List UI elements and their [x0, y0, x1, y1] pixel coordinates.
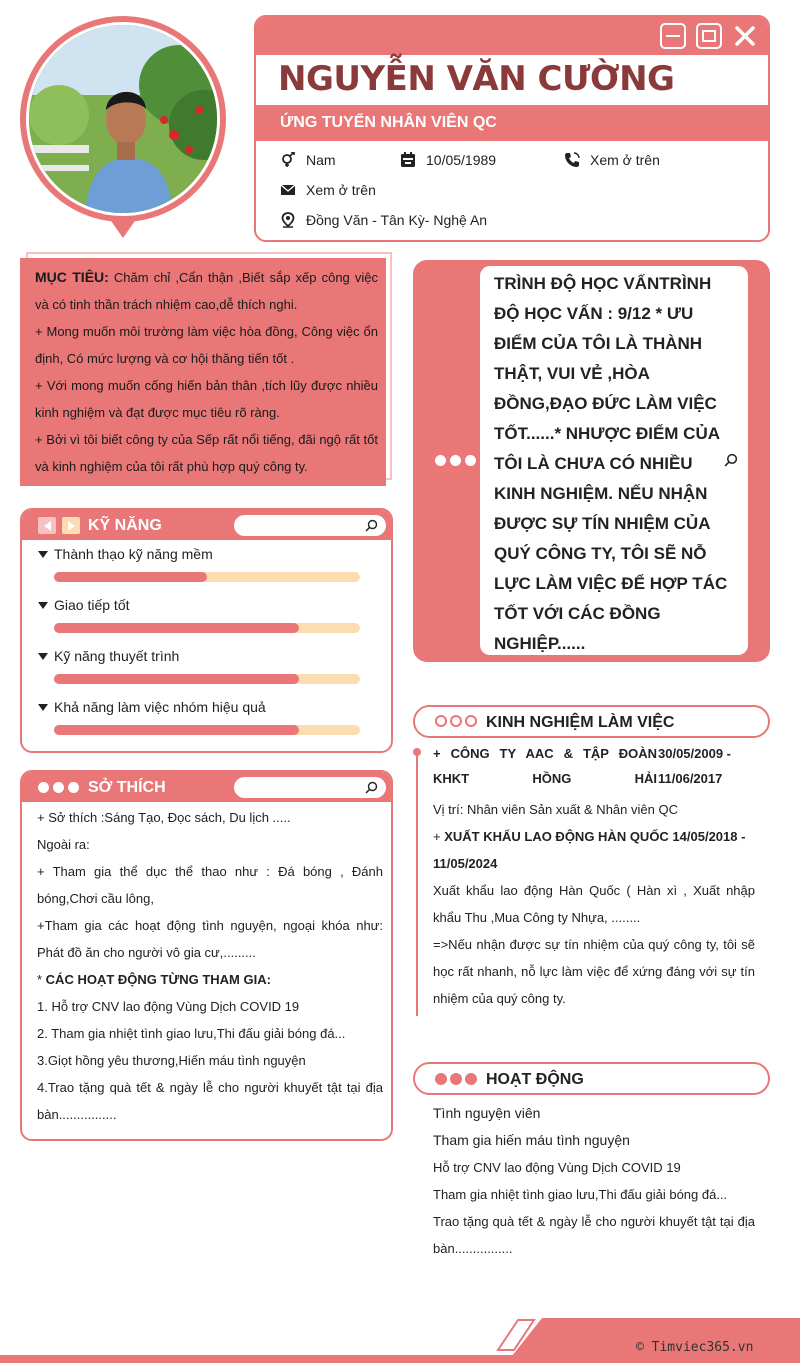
full-name: NGUYỄN VĂN CƯỜNG: [278, 59, 675, 99]
job2-desc: Xuất khẩu lao động Hàn Quốc ( Hàn xì , Xuất nhập khẩu Thu ,Mua Công ty Nhựa, ........: [433, 883, 755, 925]
search-icon: [724, 453, 738, 467]
avatar: [26, 22, 220, 216]
minimize-icon: [660, 23, 686, 49]
position-bar: [256, 105, 768, 141]
activity-line: Tình nguyện viên: [433, 1105, 541, 1121]
objective-item: + Bởi vì tôi biết công ty của Sếp rất nổi tiếng, đãi ngộ rất tốt và kinh nghiệm của tôi rất phù hợp quý công ty.: [35, 432, 378, 474]
dots-icon: [435, 1073, 477, 1085]
objective-section: [20, 258, 386, 486]
hobby-line: 3.Giọt hồng yêu thương,Hiến máu tình nguyện: [37, 1053, 306, 1068]
activities-header: [413, 1062, 770, 1095]
skill-bar-fill: [54, 725, 299, 735]
phone-value: Xem ở trên: [590, 152, 660, 168]
hobbies-title: SỞ THÍCH: [88, 779, 166, 796]
footer-slash-icon: [496, 1318, 536, 1352]
objective-intro: MỤC TIÊU: Chăm chỉ ,Cẩn thận ,Biết sắp xếp công việc và có tinh thần trách nhiệm cao,dễ thích nghi.: [35, 269, 378, 312]
prev-arrow-icon: [38, 517, 56, 534]
skill-item: Giao tiếp tốt: [38, 597, 130, 613]
header-top-bar: [256, 17, 768, 55]
activities-title: HOẠT ĐỘNG: [486, 1071, 584, 1088]
next-arrow-icon: [62, 517, 80, 534]
skill-item: Thành thạo kỹ năng mềm: [38, 546, 213, 562]
hobby-line: 1. Hỗ trợ CNV lao động Vùng Dịch COVID 19: [37, 999, 300, 1014]
hobby-line: + Sở thích :Sáng Tạo, Đọc sách, Du lịch .....: [37, 810, 291, 825]
avatar-photo: [29, 25, 220, 216]
profile-header-card: [254, 15, 770, 242]
skills-search-pill: [234, 515, 386, 536]
hobby-line: 4.Trao tặng quà tết & ngày lễ cho người khuyết tật tại địa bàn................: [37, 1080, 383, 1122]
skill-bar-fill: [54, 623, 299, 633]
objective-item: + Mong muốn môi trường làm việc hòa đồng, Công việc ổn định, Có mức lượng và cơ hội thăng tiến tốt .: [35, 324, 378, 366]
email-value: Xem ở trên: [306, 182, 376, 198]
applied-position: ỨNG TUYỂN NHÂN VIÊN QC: [280, 114, 497, 131]
skill-item: Kỹ năng thuyết trình: [38, 648, 179, 664]
gender-info: [280, 152, 336, 168]
job2-title: + XUẤT KHẨU LAO ĐỘNG HÀN QUỐC 14/05/2018 - 11/05/2024: [433, 829, 746, 871]
activity-line: Tham gia nhiệt tình giao lưu,Thi đấu giải bóng đá...: [433, 1187, 728, 1202]
gender-icon: [280, 152, 296, 168]
avatar-pointer: [109, 218, 137, 238]
activities-heading: * CÁC HOẠT ĐỘNG TỪNG THAM GIA:: [37, 972, 271, 987]
objective-title: MỤC TIÊU:: [35, 269, 109, 285]
skills-card: [20, 508, 393, 753]
dots-outline-icon: [435, 715, 477, 727]
skill-item: Khả năng làm việc nhóm hiệu quả: [38, 699, 266, 715]
education-content: [480, 266, 748, 655]
hobby-line: + Tham gia thể dục thể thao như : Đá bóng , Đánh bóng,Chơi cầu lông,: [37, 864, 383, 906]
calendar-icon: [400, 152, 416, 168]
skill-bar-track: [54, 572, 360, 582]
timeline-line: [416, 748, 418, 1016]
birthdate-info: [400, 152, 496, 168]
job1-role: Vị trí: Nhân viên Sản xuất & Nhân viên QC: [433, 802, 678, 817]
skills-title: KỸ NĂNG: [88, 517, 162, 534]
dots-icon: [435, 455, 476, 466]
close-icon: [732, 23, 758, 49]
address-info: [280, 212, 487, 228]
job2-note: =>Nếu nhận được sự tín nhiệm của quý công ty, tôi sẽ học rất nhanh, nỗ lực làm việc để xứng đáng với sự tín nhiệm của quý công ty.: [433, 937, 755, 1006]
hobby-line: 2. Tham gia nhiệt tình giao lưu,Thi đấu giải bóng đá...: [37, 1026, 346, 1041]
hobbies-header: [22, 772, 391, 802]
job1-company: + CÔNG TY AAC & TẬP ĐOÀN KHKT HỒNG HẢI: [433, 746, 657, 786]
footer-brand: © Timviec365.vn: [636, 1340, 754, 1355]
skill-bar-fill: [54, 674, 299, 684]
address-value: Đồng Văn - Tân Kỳ- Nghệ An: [306, 212, 488, 228]
phone-info: [564, 152, 660, 168]
dots-icon: [38, 782, 79, 793]
skill-bar-track: [54, 623, 360, 633]
email-info: [280, 182, 376, 198]
job1-period: 30/05/2009 - 11/06/2017: [658, 746, 732, 786]
gender-value: Nam: [306, 152, 336, 168]
activities-content: [433, 1100, 755, 1262]
experience-body: [433, 796, 755, 1012]
avatar-frame: [20, 16, 226, 222]
hobbies-content: [37, 804, 383, 1128]
activity-line: Hỗ trợ CNV lao động Vùng Dịch COVID 19: [433, 1160, 681, 1175]
skills-header: [22, 510, 391, 540]
skill-bar-track: [54, 725, 360, 735]
experience-header: [413, 705, 770, 738]
name-box: [262, 55, 764, 105]
experience-title: KINH NGHIỆM LÀM VIỆC: [486, 714, 675, 731]
hobby-line: +Tham gia các hoạt động tình nguyện, ngoại khóa như: Phát đồ ăn cho người vô gia cư,.........: [37, 918, 383, 960]
skill-bar-fill: [54, 572, 207, 582]
timeline-dot: [413, 748, 421, 756]
hobby-line: Ngoài ra:: [37, 837, 90, 852]
skill-bar-track: [54, 674, 360, 684]
hobbies-search-pill: [234, 777, 386, 798]
objective-item: + Với mong muốn cống hiến bản thân ,tích lũy được nhiều kinh nghiệm và đạt được mục tiêu rõ ràng.: [35, 378, 378, 420]
hobbies-card: [20, 770, 393, 1141]
maximize-icon: [696, 23, 722, 49]
phone-icon: [564, 152, 580, 168]
activity-line: Trao tặng quà tết & ngày lễ cho người khuyết tật tại địa bàn................: [433, 1214, 755, 1256]
search-icon: [365, 519, 378, 532]
education-text: TRÌNH ĐỘ HỌC VẤNTRÌNH ĐỘ HỌC VẤN : 9/12 * ƯU ĐIỂM CỦA TÔI LÀ THÀNH THẬT, VUI VẺ ,HÒA ĐỒNG,ĐẠO ĐỨC LÀM VIỆC TỐT......* NHƯỢC ĐIỂM CỦA TÔI LÀ CHƯA CÓ NHIỀU KINH NGHIỆM. NẾU NHẬN ĐƯỢC SỰ TÍN NHIỆM CỦA QUÝ CÔNG TY, TÔI SẼ NỖ LỰC LÀM VIỆC ĐỂ HỢP TÁC TỐT VỚI CÁC ĐỒNG NGHIỆP......: [494, 274, 728, 653]
location-pin-icon: [280, 212, 296, 228]
footer-bar: [0, 1355, 800, 1363]
activity-line: Tham gia hiến máu tình nguyện: [433, 1132, 630, 1148]
birthdate-value: 10/05/1989: [426, 152, 497, 168]
search-icon: [365, 781, 378, 794]
envelope-icon: [280, 182, 296, 198]
